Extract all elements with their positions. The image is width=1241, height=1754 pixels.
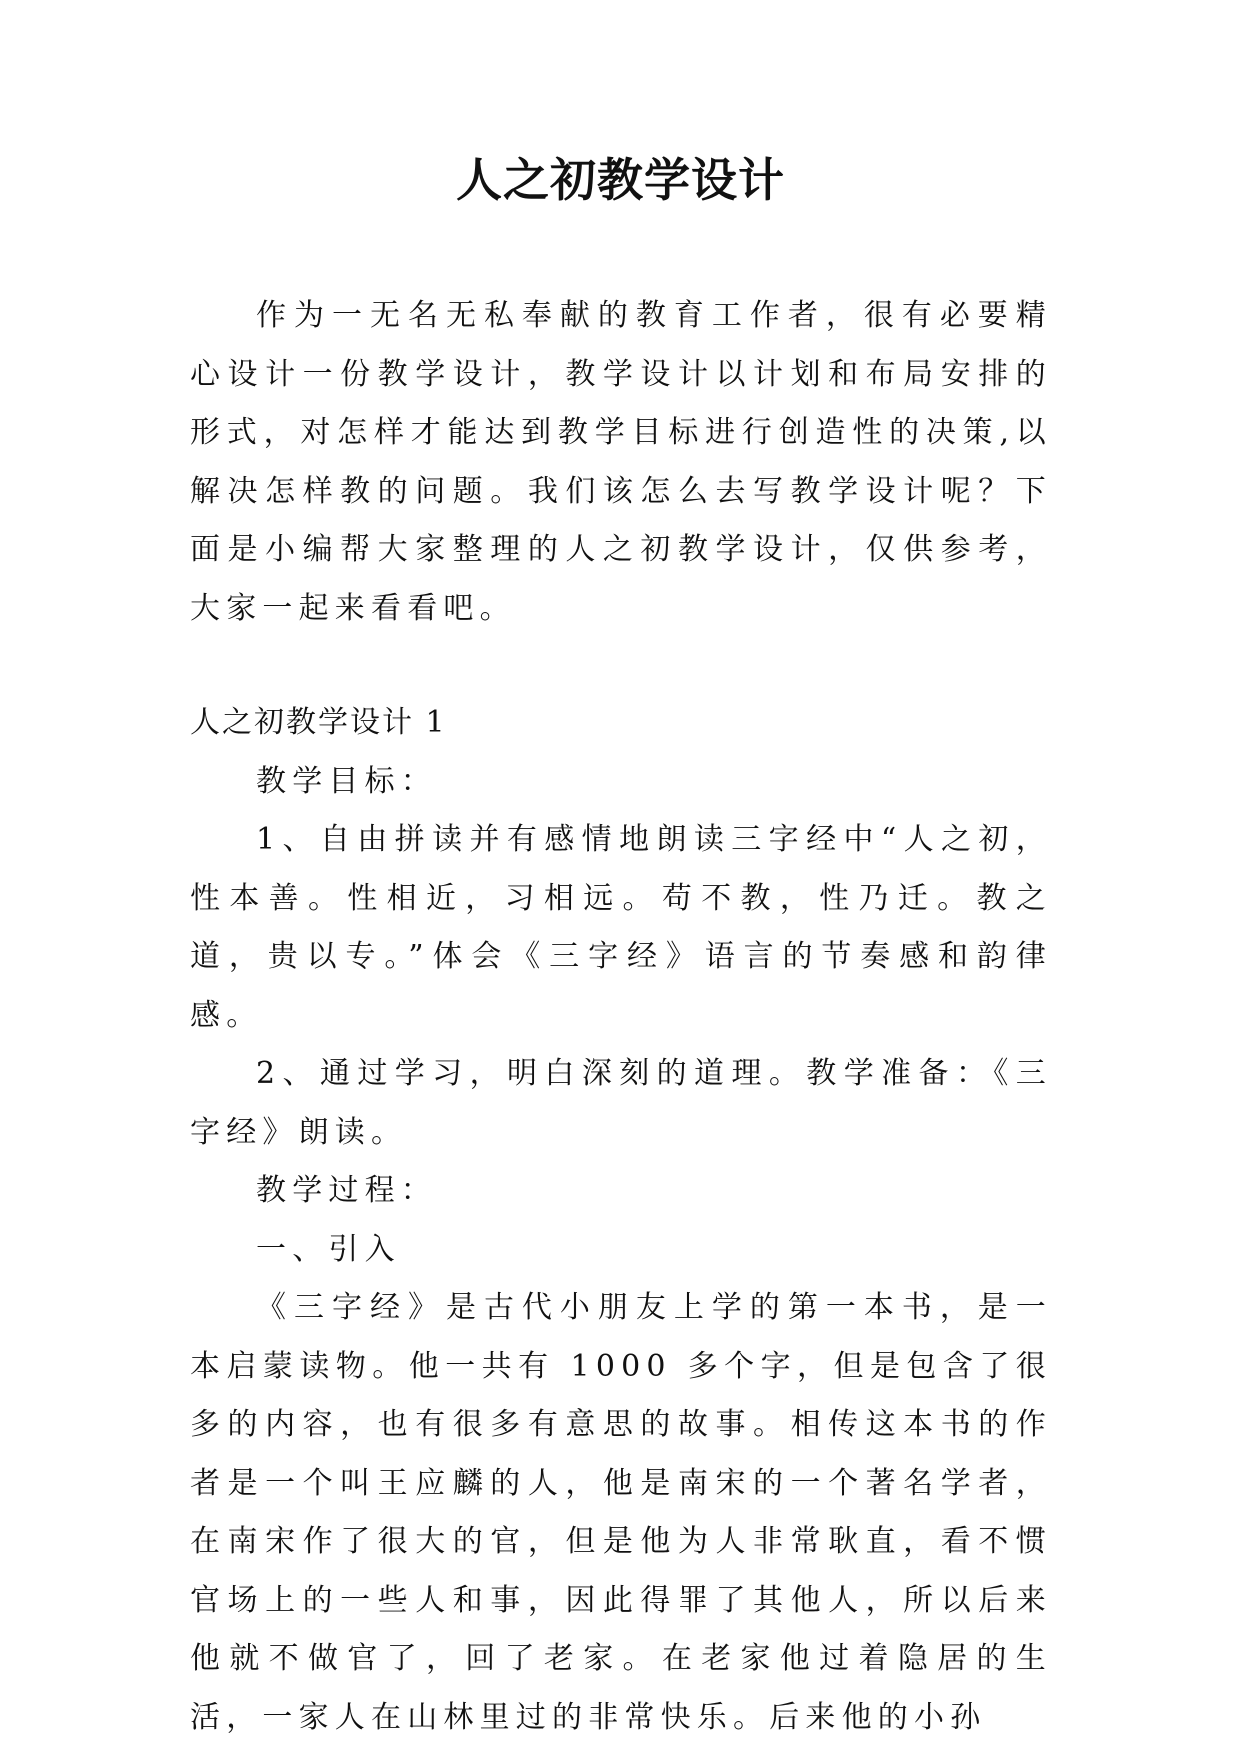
document-title: 人之初教学设计: [456, 153, 785, 207]
objective-2-paragraph: 2、通过学习，明白深刻的道理。教学准备：《三字经》朗读。: [190, 1056, 1052, 1150]
objectives-label: 教学目标：: [256, 763, 437, 799]
intro-paragraph: 作为一无名无私奉献的教育工作者，很有必要精心设计一份教学设计，教学设计以计划和布局安排的形式，对怎样才能达到教学目标进行创造性的决策,以解决怎样教的问题。我们该怎么去写教学设计呢？下面是小编帮大家整理的人之初教学设计，仅供参考，大家一起来看看吧。: [190, 298, 1052, 626]
step-1-label: 一、引入: [256, 1231, 401, 1267]
document-body: [190, 287, 1052, 1747]
objective-1-paragraph: 1、自由拼读并有感情地朗读三字经中“人之初，性本善。性相近，习相远。苟不教，性乃迁。教之道，贵以专。”体会《三字经》语言的节奏感和韵律感。: [190, 822, 1052, 1033]
step-1-paragraph: 《三字经》是古代小朋友上学的第一本书，是一本启蒙读物。他一共有 1000 多个字，但是包含了很多的内容，也有很多有意思的故事。相传这本书的作者是一个叫王应麟的人，他是南宋的一个著名学者，在南宋作了很大的官，但是他为人非常耿直，看不惯官场上的一些人和事，因此得罪了其他人，所以后来他就不做官了，回了老家。在老家他过着隐居的生活，一家人在山林里过的非常快乐。后来他的小孙: [190, 1290, 1052, 1735]
section-heading: 人之初教学设计 1: [190, 705, 447, 740]
spacer: [190, 638, 1052, 694]
process-label: 教学过程：: [256, 1173, 437, 1208]
